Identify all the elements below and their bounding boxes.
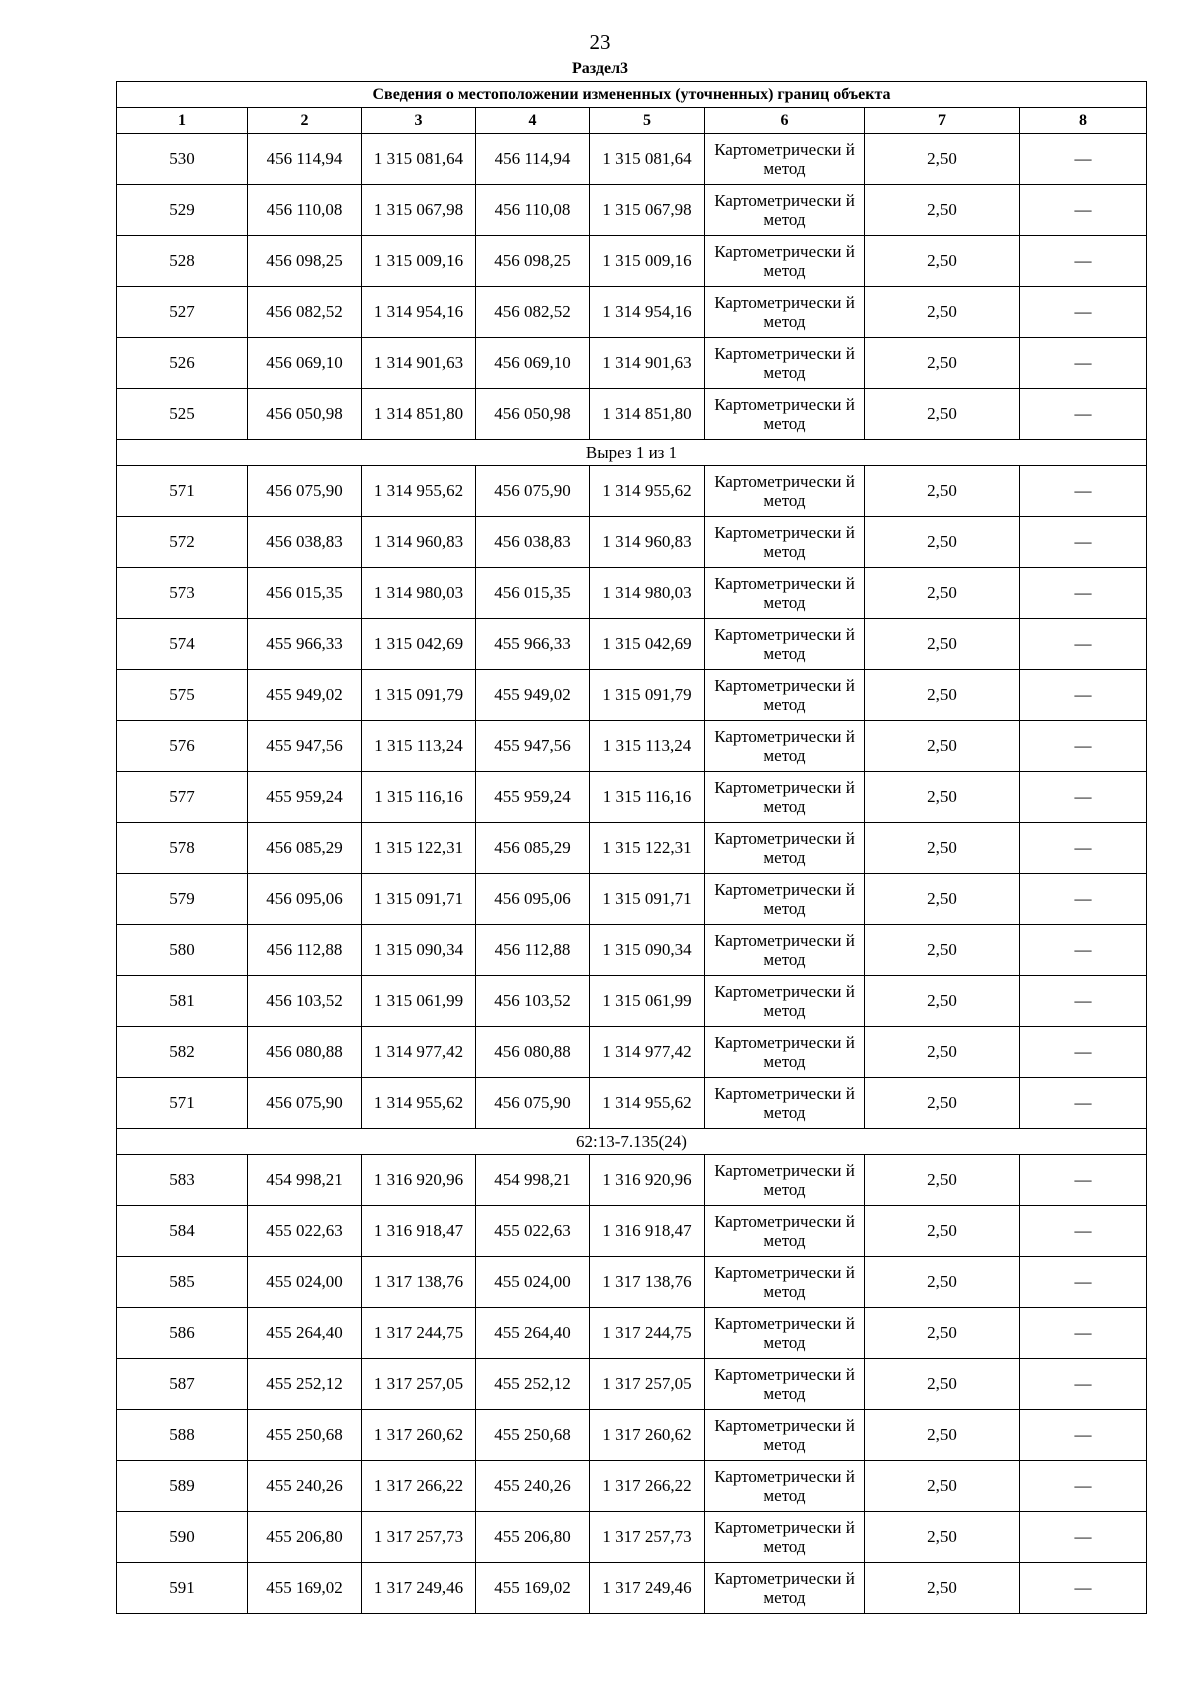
y-new-cell: 1 317 138,76 <box>590 1257 705 1308</box>
x-new-cell: 456 085,29 <box>476 823 590 874</box>
x-old-cell: 456 080,88 <box>248 1027 362 1078</box>
x-new-cell: 456 082,52 <box>476 287 590 338</box>
description-cell: — <box>1020 1027 1147 1078</box>
y-old-cell: 1 315 091,79 <box>362 670 476 721</box>
method-cell: Картометрически й метод <box>705 1308 865 1359</box>
x-new-cell: 455 949,02 <box>476 670 590 721</box>
precision-cell: 2,50 <box>865 517 1020 568</box>
y-old-cell: 1 315 091,71 <box>362 874 476 925</box>
method-cell: Картометрически й метод <box>705 185 865 236</box>
y-new-cell: 1 315 122,31 <box>590 823 705 874</box>
point-number-cell: 530 <box>117 134 248 185</box>
table-row <box>117 976 1147 1027</box>
x-new-cell: 456 080,88 <box>476 1027 590 1078</box>
y-old-cell: 1 315 090,34 <box>362 925 476 976</box>
x-old-cell: 455 966,33 <box>248 619 362 670</box>
precision-cell: 2,50 <box>865 619 1020 670</box>
description-cell: — <box>1020 1078 1147 1129</box>
method-cell: Картометрически й метод <box>705 619 865 670</box>
point-number-cell: 573 <box>117 568 248 619</box>
point-number-cell: 575 <box>117 670 248 721</box>
y-new-cell: 1 314 955,62 <box>590 1078 705 1129</box>
coordinates-table <box>116 81 1147 1614</box>
y-new-cell: 1 316 920,96 <box>590 1155 705 1206</box>
x-new-cell: 456 038,83 <box>476 517 590 568</box>
x-new-cell: 455 959,24 <box>476 772 590 823</box>
description-cell: — <box>1020 670 1147 721</box>
column-number-header: 1 <box>117 108 248 134</box>
point-number-cell: 585 <box>117 1257 248 1308</box>
column-number-header: 4 <box>476 108 590 134</box>
precision-cell: 2,50 <box>865 1308 1020 1359</box>
y-new-cell: 1 317 257,05 <box>590 1359 705 1410</box>
description-cell: — <box>1020 134 1147 185</box>
description-cell: — <box>1020 466 1147 517</box>
y-old-cell: 1 314 955,62 <box>362 466 476 517</box>
table-row <box>117 466 1147 517</box>
precision-cell: 2,50 <box>865 1155 1020 1206</box>
page-number: 23 <box>589 30 611 54</box>
y-new-cell: 1 317 266,22 <box>590 1461 705 1512</box>
table-row <box>117 568 1147 619</box>
y-new-cell: 1 315 091,79 <box>590 670 705 721</box>
precision-cell: 2,50 <box>865 236 1020 287</box>
precision-cell: 2,50 <box>865 568 1020 619</box>
x-new-cell: 456 069,10 <box>476 338 590 389</box>
y-new-cell: 1 315 090,34 <box>590 925 705 976</box>
y-new-cell: 1 316 918,47 <box>590 1206 705 1257</box>
point-number-cell: 574 <box>117 619 248 670</box>
y-new-cell: 1 315 113,24 <box>590 721 705 772</box>
table-row <box>117 517 1147 568</box>
precision-cell: 2,50 <box>865 823 1020 874</box>
x-new-cell: 455 252,12 <box>476 1359 590 1410</box>
y-old-cell: 1 314 954,16 <box>362 287 476 338</box>
x-new-cell: 455 024,00 <box>476 1257 590 1308</box>
y-old-cell: 1 315 067,98 <box>362 185 476 236</box>
method-cell: Картометрически й метод <box>705 925 865 976</box>
table-row <box>117 1563 1147 1614</box>
y-new-cell: 1 315 116,16 <box>590 772 705 823</box>
table-row <box>117 1359 1147 1410</box>
x-old-cell: 456 075,90 <box>248 466 362 517</box>
description-cell: — <box>1020 185 1147 236</box>
method-cell: Картометрически й метод <box>705 772 865 823</box>
x-old-cell: 456 069,10 <box>248 338 362 389</box>
method-cell: Картометрически й метод <box>705 823 865 874</box>
x-new-cell: 455 022,63 <box>476 1206 590 1257</box>
y-old-cell: 1 315 116,16 <box>362 772 476 823</box>
precision-cell: 2,50 <box>865 1512 1020 1563</box>
table-row <box>117 1027 1147 1078</box>
table-row <box>117 134 1147 185</box>
description-cell: — <box>1020 1206 1147 1257</box>
table-caption: Сведения о местоположении измененных (уточненных) границ объекта <box>117 82 1147 108</box>
description-cell: — <box>1020 1257 1147 1308</box>
description-cell: — <box>1020 287 1147 338</box>
y-old-cell: 1 316 920,96 <box>362 1155 476 1206</box>
table-row <box>117 721 1147 772</box>
precision-cell: 2,50 <box>865 1078 1020 1129</box>
precision-cell: 2,50 <box>865 287 1020 338</box>
description-cell: — <box>1020 1563 1147 1614</box>
table-row <box>117 1410 1147 1461</box>
table-row <box>117 1512 1147 1563</box>
table-row <box>117 1078 1147 1129</box>
column-number-header: 5 <box>590 108 705 134</box>
y-old-cell: 1 315 081,64 <box>362 134 476 185</box>
y-old-cell: 1 315 009,16 <box>362 236 476 287</box>
x-new-cell: 455 250,68 <box>476 1410 590 1461</box>
x-old-cell: 454 998,21 <box>248 1155 362 1206</box>
y-old-cell: 1 314 955,62 <box>362 1078 476 1129</box>
description-cell: — <box>1020 874 1147 925</box>
description-cell: — <box>1020 1359 1147 1410</box>
y-new-cell: 1 317 244,75 <box>590 1308 705 1359</box>
precision-cell: 2,50 <box>865 976 1020 1027</box>
x-old-cell: 455 206,80 <box>248 1512 362 1563</box>
y-old-cell: 1 314 960,83 <box>362 517 476 568</box>
precision-cell: 2,50 <box>865 466 1020 517</box>
y-old-cell: 1 317 260,62 <box>362 1410 476 1461</box>
x-old-cell: 455 240,26 <box>248 1461 362 1512</box>
y-old-cell: 1 317 244,75 <box>362 1308 476 1359</box>
table-row <box>117 925 1147 976</box>
y-old-cell: 1 315 061,99 <box>362 976 476 1027</box>
table-row <box>117 389 1147 440</box>
x-new-cell: 456 095,06 <box>476 874 590 925</box>
point-number-cell: 587 <box>117 1359 248 1410</box>
x-new-cell: 456 098,25 <box>476 236 590 287</box>
y-new-cell: 1 315 061,99 <box>590 976 705 1027</box>
precision-cell: 2,50 <box>865 1410 1020 1461</box>
column-number-header: 6 <box>705 108 865 134</box>
point-number-cell: 582 <box>117 1027 248 1078</box>
section-title: Раздел3 <box>571 60 629 77</box>
method-cell: Картометрически й метод <box>705 976 865 1027</box>
description-cell: — <box>1020 721 1147 772</box>
point-number-cell: 525 <box>117 389 248 440</box>
y-new-cell: 1 314 980,03 <box>590 568 705 619</box>
group-label: Вырез 1 из 1 <box>117 440 1147 466</box>
description-cell: — <box>1020 976 1147 1027</box>
method-cell: Картометрически й метод <box>705 134 865 185</box>
point-number-cell: 526 <box>117 338 248 389</box>
point-number-cell: 581 <box>117 976 248 1027</box>
x-old-cell: 456 050,98 <box>248 389 362 440</box>
method-cell: Картометрически й метод <box>705 670 865 721</box>
y-old-cell: 1 317 138,76 <box>362 1257 476 1308</box>
y-new-cell: 1 315 042,69 <box>590 619 705 670</box>
point-number-cell: 583 <box>117 1155 248 1206</box>
method-cell: Картометрически й метод <box>705 1206 865 1257</box>
precision-cell: 2,50 <box>865 134 1020 185</box>
y-new-cell: 1 314 977,42 <box>590 1027 705 1078</box>
y-old-cell: 1 317 257,73 <box>362 1512 476 1563</box>
y-old-cell: 1 316 918,47 <box>362 1206 476 1257</box>
table-row <box>117 338 1147 389</box>
column-number-header: 2 <box>248 108 362 134</box>
description-cell: — <box>1020 619 1147 670</box>
table-row <box>117 287 1147 338</box>
x-new-cell: 456 103,52 <box>476 976 590 1027</box>
table-row <box>117 1257 1147 1308</box>
y-new-cell: 1 315 081,64 <box>590 134 705 185</box>
precision-cell: 2,50 <box>865 185 1020 236</box>
x-new-cell: 455 966,33 <box>476 619 590 670</box>
table-row <box>117 1308 1147 1359</box>
table-row <box>117 670 1147 721</box>
x-old-cell: 456 114,94 <box>248 134 362 185</box>
x-old-cell: 456 085,29 <box>248 823 362 874</box>
point-number-cell: 584 <box>117 1206 248 1257</box>
description-cell: — <box>1020 1308 1147 1359</box>
y-new-cell: 1 315 091,71 <box>590 874 705 925</box>
x-old-cell: 455 250,68 <box>248 1410 362 1461</box>
point-number-cell: 529 <box>117 185 248 236</box>
description-cell: — <box>1020 1155 1147 1206</box>
precision-cell: 2,50 <box>865 1206 1020 1257</box>
y-new-cell: 1 317 260,62 <box>590 1410 705 1461</box>
y-old-cell: 1 314 980,03 <box>362 568 476 619</box>
precision-cell: 2,50 <box>865 721 1020 772</box>
x-new-cell: 455 240,26 <box>476 1461 590 1512</box>
x-new-cell: 455 169,02 <box>476 1563 590 1614</box>
x-old-cell: 456 075,90 <box>248 1078 362 1129</box>
x-old-cell: 456 095,06 <box>248 874 362 925</box>
x-new-cell: 456 075,90 <box>476 1078 590 1129</box>
precision-cell: 2,50 <box>865 925 1020 976</box>
precision-cell: 2,50 <box>865 1257 1020 1308</box>
point-number-cell: 571 <box>117 466 248 517</box>
description-cell: — <box>1020 1512 1147 1563</box>
method-cell: Картометрически й метод <box>705 1563 865 1614</box>
description-cell: — <box>1020 338 1147 389</box>
column-number-header: 3 <box>362 108 476 134</box>
precision-cell: 2,50 <box>865 389 1020 440</box>
point-number-cell: 572 <box>117 517 248 568</box>
method-cell: Картометрически й метод <box>705 236 865 287</box>
method-cell: Картометрически й метод <box>705 721 865 772</box>
table-row <box>117 185 1147 236</box>
method-cell: Картометрически й метод <box>705 1027 865 1078</box>
method-cell: Картометрически й метод <box>705 287 865 338</box>
x-new-cell: 456 114,94 <box>476 134 590 185</box>
x-new-cell: 456 112,88 <box>476 925 590 976</box>
y-old-cell: 1 314 851,80 <box>362 389 476 440</box>
table-row <box>117 772 1147 823</box>
y-old-cell: 1 315 113,24 <box>362 721 476 772</box>
method-cell: Картометрически й метод <box>705 1257 865 1308</box>
point-number-cell: 576 <box>117 721 248 772</box>
precision-cell: 2,50 <box>865 772 1020 823</box>
column-number-header: 7 <box>865 108 1020 134</box>
method-cell: Картометрически й метод <box>705 517 865 568</box>
x-old-cell: 456 082,52 <box>248 287 362 338</box>
y-old-cell: 1 317 257,05 <box>362 1359 476 1410</box>
table-row <box>117 874 1147 925</box>
method-cell: Картометрически й метод <box>705 389 865 440</box>
column-number-row <box>117 108 1147 134</box>
y-new-cell: 1 314 851,80 <box>590 389 705 440</box>
y-new-cell: 1 314 901,63 <box>590 338 705 389</box>
precision-cell: 2,50 <box>865 1563 1020 1614</box>
point-number-cell: 577 <box>117 772 248 823</box>
method-cell: Картометрически й метод <box>705 1155 865 1206</box>
description-cell: — <box>1020 823 1147 874</box>
description-cell: — <box>1020 568 1147 619</box>
point-number-cell: 589 <box>117 1461 248 1512</box>
description-cell: — <box>1020 1461 1147 1512</box>
y-new-cell: 1 317 249,46 <box>590 1563 705 1614</box>
point-number-cell: 579 <box>117 874 248 925</box>
point-number-cell: 571 <box>117 1078 248 1129</box>
y-new-cell: 1 314 960,83 <box>590 517 705 568</box>
description-cell: — <box>1020 236 1147 287</box>
point-number-cell: 527 <box>117 287 248 338</box>
x-old-cell: 456 015,35 <box>248 568 362 619</box>
precision-cell: 2,50 <box>865 1359 1020 1410</box>
point-number-cell: 528 <box>117 236 248 287</box>
y-old-cell: 1 314 977,42 <box>362 1027 476 1078</box>
x-old-cell: 455 252,12 <box>248 1359 362 1410</box>
group-header-row <box>117 440 1147 466</box>
point-number-cell: 588 <box>117 1410 248 1461</box>
table-row <box>117 823 1147 874</box>
x-old-cell: 455 947,56 <box>248 721 362 772</box>
point-number-cell: 591 <box>117 1563 248 1614</box>
x-old-cell: 455 169,02 <box>248 1563 362 1614</box>
point-number-cell: 590 <box>117 1512 248 1563</box>
description-cell: — <box>1020 1410 1147 1461</box>
point-number-cell: 578 <box>117 823 248 874</box>
x-new-cell: 455 264,40 <box>476 1308 590 1359</box>
x-old-cell: 455 024,00 <box>248 1257 362 1308</box>
y-new-cell: 1 317 257,73 <box>590 1512 705 1563</box>
method-cell: Картометрически й метод <box>705 568 865 619</box>
description-cell: — <box>1020 389 1147 440</box>
x-old-cell: 456 110,08 <box>248 185 362 236</box>
method-cell: Картометрически й метод <box>705 338 865 389</box>
x-old-cell: 455 959,24 <box>248 772 362 823</box>
table-row <box>117 1461 1147 1512</box>
x-old-cell: 456 112,88 <box>248 925 362 976</box>
y-new-cell: 1 315 009,16 <box>590 236 705 287</box>
precision-cell: 2,50 <box>865 670 1020 721</box>
y-new-cell: 1 314 955,62 <box>590 466 705 517</box>
x-old-cell: 456 098,25 <box>248 236 362 287</box>
y-new-cell: 1 315 067,98 <box>590 185 705 236</box>
x-new-cell: 456 110,08 <box>476 185 590 236</box>
table-row <box>117 1155 1147 1206</box>
precision-cell: 2,50 <box>865 874 1020 925</box>
group-label: 62:13-7.135(24) <box>117 1129 1147 1155</box>
x-new-cell: 455 206,80 <box>476 1512 590 1563</box>
y-new-cell: 1 314 954,16 <box>590 287 705 338</box>
table-body <box>117 134 1147 1614</box>
y-old-cell: 1 317 266,22 <box>362 1461 476 1512</box>
table-row <box>117 1206 1147 1257</box>
method-cell: Картометрически й метод <box>705 874 865 925</box>
x-old-cell: 455 022,63 <box>248 1206 362 1257</box>
y-old-cell: 1 315 042,69 <box>362 619 476 670</box>
x-old-cell: 455 949,02 <box>248 670 362 721</box>
x-old-cell: 456 038,83 <box>248 517 362 568</box>
x-new-cell: 455 947,56 <box>476 721 590 772</box>
x-old-cell: 455 264,40 <box>248 1308 362 1359</box>
description-cell: — <box>1020 925 1147 976</box>
y-old-cell: 1 314 901,63 <box>362 338 476 389</box>
method-cell: Картометрически й метод <box>705 1410 865 1461</box>
x-new-cell: 456 050,98 <box>476 389 590 440</box>
table-row <box>117 619 1147 670</box>
precision-cell: 2,50 <box>865 338 1020 389</box>
group-header-row <box>117 1129 1147 1155</box>
x-new-cell: 454 998,21 <box>476 1155 590 1206</box>
y-old-cell: 1 317 249,46 <box>362 1563 476 1614</box>
method-cell: Картометрически й метод <box>705 1359 865 1410</box>
y-old-cell: 1 315 122,31 <box>362 823 476 874</box>
method-cell: Картометрически й метод <box>705 1461 865 1512</box>
table-row <box>117 236 1147 287</box>
point-number-cell: 580 <box>117 925 248 976</box>
precision-cell: 2,50 <box>865 1027 1020 1078</box>
method-cell: Картометрически й метод <box>705 1078 865 1129</box>
description-cell: — <box>1020 772 1147 823</box>
x-new-cell: 456 015,35 <box>476 568 590 619</box>
x-new-cell: 456 075,90 <box>476 466 590 517</box>
point-number-cell: 586 <box>117 1308 248 1359</box>
method-cell: Картометрически й метод <box>705 1512 865 1563</box>
description-cell: — <box>1020 517 1147 568</box>
x-old-cell: 456 103,52 <box>248 976 362 1027</box>
method-cell: Картометрически й метод <box>705 466 865 517</box>
column-number-header: 8 <box>1020 108 1147 134</box>
precision-cell: 2,50 <box>865 1461 1020 1512</box>
